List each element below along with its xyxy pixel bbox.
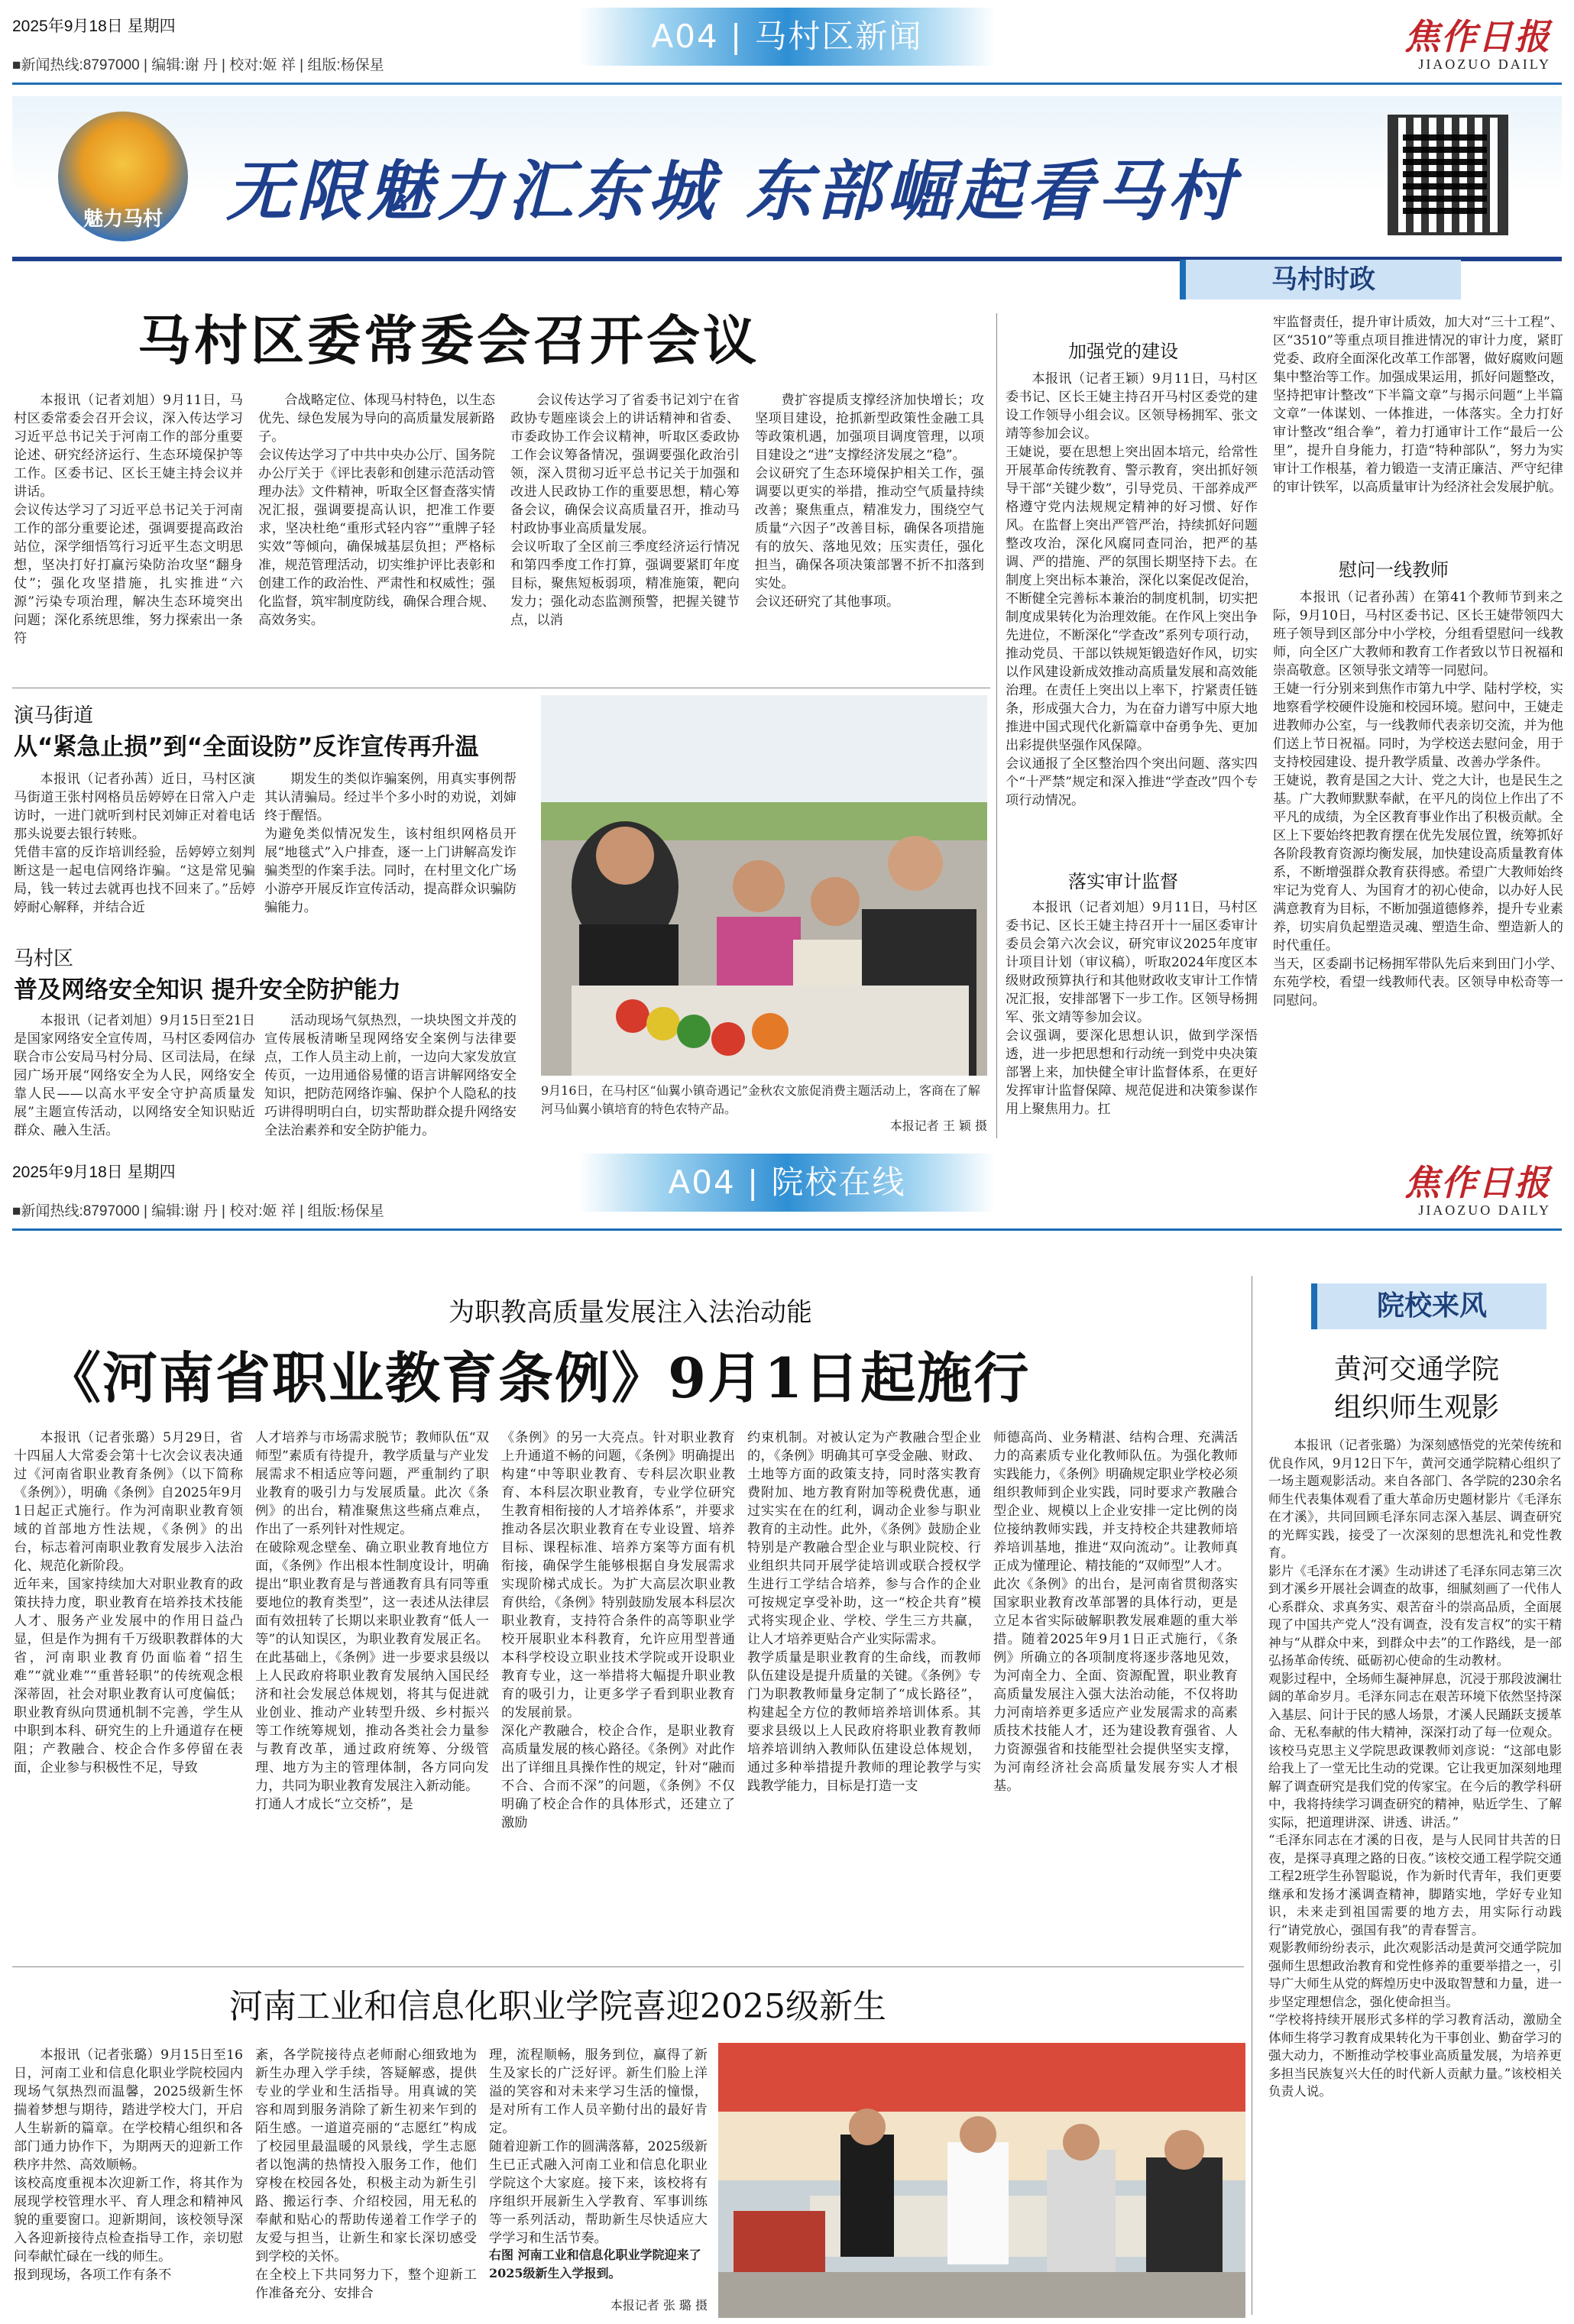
side-col2-text0: 牢监督责任，提升审计质效，加大对“三十工程”、区“3510”等重点项目推进情况的审计力度，紧盯党委、政府全面深化改革工作部署，做好腐败问题集中整治等工作。加强成果运用，抓好问题整改，坚持把审计整改“下半篇文章”与揭示问题“上半篇文章”一体谋划、一体推进，一体落实。全力打好审计整改“组合拳”，着力打通审计工作“最后一公里”，提升自身能力，打造“特种部队”，努力为实审计工作根基，着力锻造一支清正廉洁、严守纪律的审计铁军，以高质量审计为经济社会发展护航。 — [1273, 315, 1563, 495]
fraud-title: 从“紧急止损”到“全面设防”反诈宣传再升温 — [14, 733, 479, 761]
side-col1 — [1006, 370, 1258, 810]
bottom-photo-caption-text: 河南工业和信息化职业学院迎来了2025级新生入学报到。 — [489, 2248, 701, 2280]
bottom-col2-text: 紊，各学院接待点老师耐心细致地为新生办理入学手续，答疑解惑，提供专业的学业和生活指导。用真诚的笑容和周到服务消除了新生初来乍到的陌生感。一道道亮丽的“志愿红”构成了校园里最温暖的风景线，学生志愿者以饱满的热情投入服务工作，他们穿梭在校园各处，积极主动为新生引路、搬运行李、介绍校园，用无私的奉献和贴心的帮助传递着工作学子的友爱与担当，让新生和家长深切感受到学校的关怀。 在全校上下共同努力下，整个迎新工作准备充分、安排合 — [255, 2047, 477, 2301]
newspaper-name-en: JIAOZUO DAILY — [1418, 57, 1551, 72]
bottom-col2 — [255, 2046, 477, 2303]
side-col2b — [1273, 588, 1563, 1010]
newspaper-name: 焦作日报 — [1404, 16, 1551, 57]
law-col5 — [993, 1429, 1238, 1795]
law-col2-text: 人才培养与市场需求脱节；教师队伍“双师型”素质有待提升，教学质量与产业发展需求不相适应等问题，严重制约了职业教育的吸引力与发展质量。此次《条例》的出台，精准聚焦这些痛点难点，作出了一系列针对性规定。 在破除观念壁垒、确立职业教育地位方面，《条例》作出根本性制度设计，明确提出“职业教育是与普通教育具有同等重要地位的教育类型”，这一表述从法律层面有效扭转了长期以来职业教育“低人一等”的认知误区，为职业教育发展正名。在此基础上，《条例》进一步要求县级以上人民政府将职业教育发展纳入国民经济和社会发展总体规划，将其与促进就业创业、推动产业转型升级、乡村振兴等工作统筹规划，推动各类社会力量参与教育改革，通过政府统筹、分级管理、地方为主的管理体制，各方同向发力，共同为职业教育发展注入新动能。 打通人才成长“立交桥”，是 — [255, 1430, 489, 1812]
law-col4-text: 约束机制。对被认定为产教融合型企业的，《条例》明确其可享受金融、财政、土地等方面的政策支持，同时落实教育费附加、地方教育附加等税费优惠，通过实实在在的红利，调动企业参与职业教育的主动性。此外，《条例》鼓励企业特别是产教融合型企业与职业院校、行业组织共同开展学徒培训或联合授权学生进行工学结合培养，参与合作的企业可按规定享受补助，这一“校企共育”模式将实现企业、学校、学生三方共赢，让人才培养更贴合产业实际需求。 教学质量是职业教育的生命线，而教师队伍建设是提升质量的关键。《条例》专门为职教教师量身定制了“成长路径”，构建起全方位的教师培养培训体系。其要求县级以上人民政府将职业教育教师培养培训纳入教师队伍建设总体规划，通过多种举措提升教师的理论教学与实践教学能力，目标是打造一支 — [747, 1430, 981, 1794]
photo1-credit: 本报记者 王 颖 摄 — [889, 1118, 987, 1133]
main-article-title: 马村区委常委会召开会议 — [138, 309, 759, 372]
net-title: 普及网络安全知识 提升安全防护能力 — [14, 976, 401, 1004]
side-col2-text3: 本报讯（记者孙茜）在第41个教师节到来之际，9月10日，马村区委书记、区长王婕带领四大班子领导到区部分中小学校，分组看望慰问一线教师，向全区广大教师和教育工作者致以节日祝福和崇高敬意。区领导张文靖等一同慰问。 王婕一行分别来到焦作市第九中学、陆村学校，实地察看学校硬件设施和校园环境。慰问中，王婕走进教师办公室，与一线教师代表亲切交流，并为他们送上节日祝福。同时，为学校送去慰问金，用于支持校园建设、提升教学质量、改善办学条件。 王婕说，教育是国之大计、党之大计，也是民生之基。广大教师默默奉献，在平凡的岗位上作出了不平凡的成绩，为全区教育事业作出了积极贡献。全区上下要始终把教育摆在优先发展位置，统筹抓好各阶段教育资源均衡发展，加快建设高质量教育体系，不断增强群众教育获得感。希望广大教师始终牢记为党育人、为国育才的初心使命，以办好人民满意教育为目标，不断加强道德修养，提升专业素养，切实肩负起塑造灵魂、塑造生命、塑造新人的时代重任。 当天，区委副书记杨拥军带队先后来到田门小学、东苑学校，看望一线教师代表。区领导申松奇等一同慰问。 — [1273, 590, 1563, 1008]
net-kicker: 马村区 — [14, 947, 74, 970]
newspaper-masthead — [1404, 9, 1551, 73]
page-header-top — [0, 0, 1574, 92]
column-tag-bottom-label: 院校来风 — [1376, 1290, 1487, 1322]
law-subtitle: 为职教高质量发展注入法治动能 — [449, 1297, 812, 1328]
column-tag-label: 马村时政 — [1271, 264, 1375, 295]
column-divider — [996, 313, 997, 1138]
bottom-article-title: 河南工业和信息化职业学院喜迎2025级新生 — [229, 1987, 886, 2026]
photo1-caption: 9月16日，在马村区“仙翼小镇奇遇记”金秋农文旅促消费主题活动上，客商在了解河马仙翼小镇培育的特色农特产品。 — [541, 1083, 980, 1116]
bottom-col1-text: 本报讯（记者张璐）9月15日至16日，河南工业和信息化职业学院校园内现场气氛热烈而温馨，2025级新生怀揣着梦想与期待，踏进学校大门，开启人生崭新的篇章。在学校精心组织和各部门通力协作下，为期两天的迎新工作秩序井然、高效顺畅。 该校高度重视本次迎新工作，将其作为展现学校管理水平、育人理念和精神风貌的重要窗口。迎新期间，该校领导深入各迎新接待点检查指导工作，亲切慰问奉献忙碌在一线的师生。 报到现场，各项工作有条不 — [14, 2047, 243, 2283]
editorial-info: ■新闻热线:8797000 | 编辑:谢 丹 | 校对:姬 祥 | 组版:杨保星 — [12, 57, 384, 73]
main-article-col2-text: 合战略定位、体现马村特色，以生态优先、绿色发展为导向的高质量发展新路子。 会议传达学习了中共中央办公厅、国务院办公厅关于《评比表彰和创建示范活动管理办法》文件精神，听取全区督查落实情况汇报，强调要提高认识，把准工作要求，坚决杜绝“重形式轻内容”“重牌子轻实效”等倾向，确保城基层负担；严格标准，规范管理活动，切实维护评比表彰和创建工作的政治性、严肃性和权威性；强化监督，筑牢制度防线，确保合理合规、高效务实。 — [258, 393, 495, 628]
column-tag-bottom — [1311, 1283, 1546, 1329]
feature-banner — [12, 96, 1562, 261]
section-title-2: A04 | 院校在线 — [668, 1164, 906, 1201]
net-col1 — [14, 1011, 255, 1140]
side-subhead-1: 加强党的建设 — [1068, 341, 1178, 362]
main-article-col2 — [258, 391, 495, 630]
law-col2 — [255, 1429, 489, 1814]
header-rule — [12, 83, 1562, 85]
right-article-title-2: 组织师生观影 — [1333, 1392, 1499, 1423]
qr-code-pattern — [1403, 130, 1487, 214]
law-col1-text: 本报讯（记者张璐）5月29日，省十四届人大常委会第十七次会议表决通过《河南省职业教育条例》（以下简称《条例》），明确《条例》自2025年9月1日起正式施行。作为河南职业教育领域的首部地方性法规，《条例》的出台，标志着河南职业教育发展步入法治化、规范化新阶段。 近年来，国家持续加大对职业教育的政策扶持力度，职业教育在培养技术技能人才、服务产业发展中的作用日益凸显，但是作为拥有千万级职教群体的大省，河南职业教育仍面临着“招生难”“就业难”“重普轻职”的传统观念根深蒂固，社会对职业教育认可度偏低；职业教育纵向贯通机制不完善，学生从中职到本科、研究生的上升通道存在梗阻；产教融合、校企合作多停留在表面，企业参与积极性不足，导致 — [14, 1430, 243, 1775]
main-article-col3-text: 会议传达学习了省委书记刘宁在省政协专题座谈会上的讲话精神和省委、市委政协工作会议精神，听取区委政协工作会议筹备情况，强调要强化政治引领，深入贯彻习近平总书记关于加强和改进人民政协工作的重要思想，精心筹备会议，确保会议高质量召开，推动马村政协事业高质量发展。 会议听取了全区前三季度经济运行情况和第四季度工作打算，强调要紧盯年度目标，聚焦短板弱项，精准施策，靶向发力；强化动态监测预警，把握关键节点，以消 — [510, 393, 740, 628]
bottom-photo-caption — [489, 2246, 708, 2283]
fraud-col1-text: 本报讯（记者孙茜）近日，马村区演马街道王张村网格员岳婷婷在日常入户走访时，一进门就听到村民刘婶正对着电话那头说要去银行转账。 凭借丰富的反诈培训经验，岳婷婷立刻判断这是一起电信网络诈骗。“这是常见骗局，钱一转过去就再也找不回来了。”岳婷婷耐心解释，并结合近 — [14, 772, 255, 915]
side-col1b — [1006, 898, 1258, 1118]
bottom-col3 — [489, 2046, 708, 2248]
header-rule-2 — [12, 1228, 1562, 1231]
side-col1-text2: 本报讯（记者刘旭）9月11日，马村区委书记、区长王婕主持召开十一届区委审计委员会第六次会议，研究审议2025年度审计项目计划（审议稿），听取2024年度区本级财政预算执行和其他财政收支审计工作情况汇报，安排部署下一步工作。区领导杨拥军、张文靖等参加会议。 会议强调，要深化思想认识，做到学深悟透，进一步把思想和行动统一到党中央决策部署上来，加快健全审计监督体系，在更好发挥审计监督保障、规范促进和决策参谋作用上聚焦用力。扛 — [1006, 900, 1258, 1117]
right-article-text: 本报讯（记者张璐）为深刻感悟党的光荣传统和优良作风，9月12日下午，黄河交通学院精心组织了一场主题观影活动。来自各部门、各学院的230余名师生代表集体观看了重大革命历史题材影片《毛泽东在才溪》，共同回顾毛泽东同志深入基层、调查研究的光辉实践，接受了一次深刻的思想洗礼和党性教育。 影片《毛泽东在才溪》生动讲述了毛泽东同志第三次到才溪乡开展社会调查的故事，细腻刻画了一代伟人心系群众、求真务实、艰苦奋斗的崇高品质，全面展现了中国共产党人“没有调查，没有发言权”的实干精神与“从群众中来，到群众中去”的工作路线，是一部弘扬革命传统、砥砺初心使命的生动教材。 观影过程中，全场师生凝神屏息，沉浸于那段波澜壮阔的革命岁月。毛泽东同志在艰苦环境下依然坚持深入基层、问计于民的感人场景，才溪人民踊跃支援革命、无私奉献的伟大精神，深深打动了每一位观众。 该校马克思主义学院思政课教师刘彦说：“这部电影给我上了一堂无比生动的党课。它让我更加深刻地理解了调查研究是我们党的传家宝。在今后的教学科研中，我将持续学习调查研究的精神，贴近学生、了解实际，把道理讲深、讲透、讲活。” “毛泽东同志在才溪的日夜，是与人民同甘共苦的日夜，是探寻真理之路的日夜。”该校交通工程学院交通工程2班学生孙智聪说，作为新时代青年，我们更要继承和发扬才溪调查精神，脚踏实地，学好专业知识，未来走到祖国需要的地方去，用实际行动践行“请党放心，强国有我”的青春誓言。 观影教师纷纷表示，此次观影活动是黄河交通学院加强师生思想政治教育和党性修养的重要举措之一，引导广大师生从党的辉煌历史中汲取智慧和力量，进一步坚定理想信念，强化使命担当。 “学校将持续开展形式多样的学习教育活动，激励全体师生将学习教育成果转化为干事创业、勤奋学习的强大动力，不断推动学校事业高质量发展，为培养更多担当民族复兴大任的时代新人贡献力量。”该校相关负责人说。 — [1268, 1438, 1562, 2099]
right-article-col — [1268, 1436, 1562, 2101]
side-subhead-2: 落实审计监督 — [1068, 871, 1178, 892]
issue-date: 2025年9月18日 星期四 — [12, 18, 176, 35]
editorial-info-2: ■新闻热线:8797000 | 编辑:谢 丹 | 校对:姬 祥 | 组版:杨保星 — [12, 1203, 384, 1219]
banner-slogan: 无限魅力汇东城 东部崛起看马村 — [226, 153, 1238, 230]
net-col2 — [264, 1011, 517, 1140]
column-tag-top — [1180, 260, 1461, 299]
bottom-col1 — [14, 2046, 243, 2284]
farm-products-photo — [541, 695, 987, 1076]
main-article-col1-text: 本报讯（记者刘旭）9月11日，马村区委常委会召开会议，深入传达学习习近平总书记关于河南工作的部分重要论述、研究经济运行、生态环境保护等工作。区委书记、区长王婕主持会议并讲话。 会议传达学习了习近平总书记关于河南工作的部分重要论述，强调要提高政治站位，深学细悟笃行习近平生态文明思想，坚决打好打赢污染防治攻坚“翻身仗”；强化攻坚措施，扎实推进“六源”污染专项治理，解决生态环境突出问题；深化系统思维，努力探索出一条符 — [14, 393, 243, 646]
fraud-kicker: 演马街道 — [14, 704, 94, 727]
fraud-col2 — [264, 770, 517, 917]
main-article-col4 — [755, 391, 984, 611]
freshmen-photo — [718, 2043, 1245, 2318]
main-article-col4-text: 费扩容提质支撑经济加快增长；攻坚项目建设，抢抓新型政策性金融工具等政策机遇，加强项目调度管理，以项目建设之“进”支撑经济发展之“稳”。 会议研究了生态环境保护相关工作，强调要以更实的举措，推动空气质量持续改善；聚焦重点，精准发力，围绕空气质量“六因子”改善目标，确保各项措施有的放矢、落地见效；压实责任，强化担当，确保各项决策部署不折不扣落到实处。 会议还研究了其他事项。 — [755, 393, 984, 610]
law-col3-text: 《条例》的另一大亮点。针对职业教育上升通道不畅的问题，《条例》明确提出构建“中等职业教育、专科层次职业教育、本科层次职业教育，专业学位研究生教育相衔接的人才培养体系”，并要求推动各层次职业教育在专业设置、培养目标、课程标准、培养方案等方面有机衔接，确保学生能够根据自身发展需求实现阶梯式成长。为扩大高层次职业教育供给，《条例》特别鼓励发展本科层次职业教育，支持符合条件的高等职业学校开展职业本科教育，允许应用型普通本科学校设立职业技术学院或开设职业教育专业，这一举措将大幅提升职业教育的吸引力，让更多学子看到职业教育的发展前景。 深化产教融合，校企合作，是职业教育高质量发展的核心路径。《条例》对此作出了详细且具操作性的规定，针对“融而不合、合而不深”的问题，《条例》不仅明确了校企合作的具体形式，还建立了激励 — [501, 1430, 735, 1830]
issue-date-2: 2025年9月18日 星期四 — [12, 1164, 176, 1181]
bottom-photo-label: 右图 — [489, 2248, 514, 2262]
net-col2-text: 活动现场气氛热烈，一块块图文并茂的宣传展板清晰呈现网络安全案例与法律要点，工作人员主动上前，一边向大家发放宣传页，一边用通俗易懂的语言讲解网络安全知识，把防范网络诈骗、保护个人隐私的技巧讲得明明白白，切实帮助群众提升网络安全法治素养和安全防护能力。 — [264, 1013, 517, 1138]
right-article-title-1: 黄河交通学院 — [1333, 1354, 1499, 1385]
law-title: 《河南省职业教育条例》9月1日起施行 — [46, 1345, 1031, 1410]
bottom-photo-credit: 本报记者 张 璐 摄 — [610, 2298, 708, 2313]
law-col5-text: 师德高尚、业务精湛、结构合理、充满活力的高素质专业化教师队伍。为强化教师实践能力，《条例》明确规定职业学校必须组织教师到企业实践，同时要求产教融合型企业、规模以上企业安排一定比例的岗位接纳教师实践，并支持校企共建教师培养培训基地，推进“双向流动”。让教师真正成为懂理论、精技能的“双师型”人才。 此次《条例》的出台，是河南省贯彻落实国家职业教育改革部署的具体行动，更是立足本省实际破解职教发展难题的重大举措。随着2025年9月1日正式施行，《条例》所确立的各项制度将逐步落地见效，为河南全力、全面、资源配置，职业教育高质量发展注入强大法治动能，不仅将助力河南培养更多适应产业发展需求的高素质技术技能人才，还为建设教育强省、人力资源强省和技能型社会提供坚实支撑，为河南经济社会高质量发展夯实人才根基。 — [993, 1430, 1238, 1794]
newspaper-name-en-2: JIAOZUO DAILY — [1418, 1202, 1551, 1218]
emblem-label: 魅力马村 — [83, 208, 163, 231]
law-col3 — [501, 1429, 735, 1832]
newspaper-masthead-2 — [1404, 1155, 1551, 1219]
page-header-bottom — [0, 1146, 1574, 1238]
net-col1-text: 本报讯（记者刘旭）9月15日至21日是国家网络安全宣传周，马村区委网信办联合市公安局马村分局、区司法局，在绿园广场开展“网络安全为人民，网络安全靠人民——以高水平安全守护高质量发展”主题宣传活动，以网络安全知识贴近群众、融入生活。 — [14, 1013, 255, 1138]
section-band — [579, 8, 995, 66]
side-col2 — [1273, 313, 1563, 497]
bottom-col3-text: 理，流程顺畅，服务到位，赢得了新生及家长的广泛好评。新生们脸上洋溢的笑容和对未来学习生活的憧憬，是对所有工作人员辛勤付出的最好肯定。 随着迎新工作的圆满落幕，2025级新生已正式融入河南工业和信息化职业学院这个大家庭。接下来，该校将有序组织开展新生入学教育、军事训练等一系列活动，帮助新生尽快适应大学学习和生活节奏。 — [489, 2047, 708, 2246]
row-divider-2 — [12, 1966, 1244, 1967]
side-col1-text1: 本报讯（记者王颖）9月11日，马村区委书记、区长王婕主持召开马村区委党的建设工作领导小组会议。区领导杨拥军、张文靖等参加会议。 王婕说，要在思想上突出固本培元，给常性开展革命传统教育、警示教育，突出抓好领导干部“关键少数”，引导党员、干部养成严格遵守党内法规规定精神的好习惯、好作风。在监督上突出严管严治，持续抓好问题整改攻治，深化风腐同查同治，把严的基调、严的措施、严的氛围长期坚持下去。在制度上突出标本兼治，深化以案促改促治，不断健全完善标本兼治的制度机制，切实把制度成果转化为治理效能。在作风上突出争先进位，不断深化“学查改”系列专项行动，推动党员、干部以铁规矩锻造好作风，切实以作风建设新成效推动高质量发展和高效能治理。在责任上突出以上率下，拧紧责任链条，形成强大合力，为在奋力谱写中原大地推进中国式现代化新篇章中奋勇争先、更加出彩提供坚强作风保障。 会议通报了全区整治四个突出问题、落实四个“十严禁”规定和深入推进“学查改”四个专项行动情况。 — [1006, 371, 1258, 808]
law-col1 — [14, 1429, 243, 1777]
side-subhead-3: 慰问一线教师 — [1339, 559, 1449, 581]
newspaper-name-2: 焦作日报 — [1404, 1162, 1551, 1203]
fraud-col2-text: 期发生的类似诈骗案例，用真实事例帮其认清骗局。经过半个多小时的劝说，刘婶终于醒悟。 为避免类似情况发生，该村组织网格员开展“地毯式”入户排查，逐一上门讲解高发诈骗类型的作案手法。同时，在村里文化广场小游亭开展反诈宣传活动，提高群众识骗防骗能力。 — [264, 772, 517, 915]
section-title: A04 | 马村区新闻 — [651, 18, 923, 55]
main-article-col1 — [14, 391, 243, 648]
main-article-col3 — [510, 391, 740, 630]
fraud-col1 — [14, 770, 255, 917]
law-col4 — [747, 1429, 981, 1795]
section-band-2 — [579, 1154, 995, 1212]
